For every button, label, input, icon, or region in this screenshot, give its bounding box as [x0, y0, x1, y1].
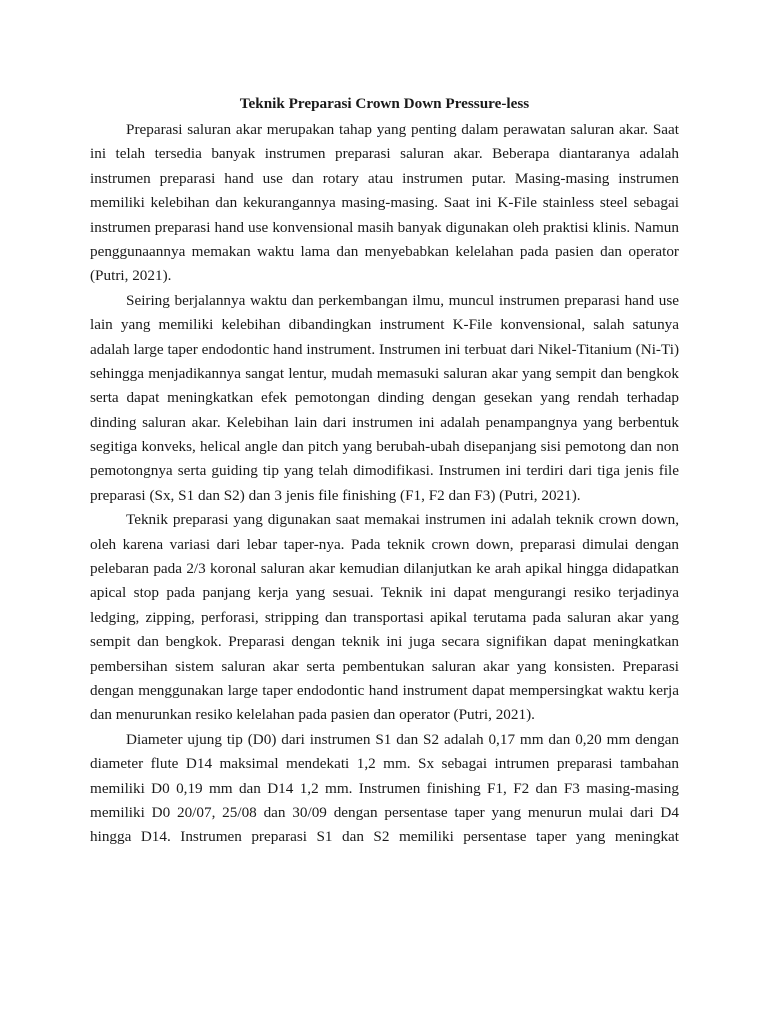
paragraph-line: Preparasi saluran akar merupakan tahap yang penting dalam perawatan saluran akar. Saat	[126, 121, 679, 138]
paragraph-line: sehingga menjadikannya sangat lentur, mudah memasuki saluran akar yang sempit dan bengkok	[90, 364, 679, 382]
paragraph-line: instrumen preparasi hand use konvensional masih banyak digunakan oleh praktisi klinis. Namun	[90, 218, 679, 236]
paragraph-line: serta dapat meningkatkan efek pemotongan dinding dengan gesekan yang rendah terhadap	[90, 389, 679, 407]
paragraph-line: dan menurunkan resiko kelelahan pada pasien dan operator (Putri, 2021).	[90, 706, 535, 724]
paragraph-line: Diameter ujung tip (D0) dari instrumen S1 dan S2 adalah 0,17 mm dan 0,20 mm dengan	[126, 730, 679, 748]
paragraph-line: diameter flute D14 maksimal mendekati 1,2 mm. Sx sebagai intrumen preparasi tambahan	[90, 755, 679, 773]
paragraph-line: instrumen preparasi hand use dan rotary atau instrumen putar. Masing-masing instrumen	[90, 169, 679, 187]
paragraph-line: preparasi (Sx, S1 dan S2) dan 3 jenis file finishing (F1, F2 dan F3) (Putri, 2021).	[90, 486, 581, 504]
paragraph-line: (Putri, 2021).	[90, 267, 172, 285]
paragraph-line: ini telah tersedia banyak instrumen preparasi saluran akar. Beberapa diantaranya adalah	[90, 145, 679, 163]
paragraph-line: memiliki D0 20/07, 25/08 dan 30/09 dengan persentase taper yang menurun mulai dari D4	[90, 803, 679, 821]
document-title: Teknik Preparasi Crown Down Pressure-less	[239, 95, 530, 112]
paragraph-line: oleh karena variasi dari lebar taper-nya. Pada teknik crown down, preparasi dimulai dengan	[90, 535, 679, 553]
paragraph-line: pelebaran pada 2/3 koronal saluran akar kemudian dilanjutkan ke arah apikal hingga didapatkan	[90, 560, 679, 578]
paragraph-1	[90, 118, 679, 289]
paragraph-line: ledging, zipping, perforasi, stripping dan transportasi apikal terutama pada saluran akar yang	[90, 608, 679, 626]
paragraph-line: lain yang memiliki kelebihan dibandingkan instrument K-File konvensional, salah satunya	[90, 316, 679, 334]
paragraph-line: memiliki kelebihan dan kekurangannya masing-masing. Saat ini K-File stainless steel sebagai	[90, 194, 679, 212]
paragraph-line: apical stop pada panjang kerja yang sesuai. Teknik ini dapat mengurangi resiko terjadinya	[90, 584, 679, 602]
paragraph-2	[90, 289, 679, 509]
paragraph-line: pemotongnya serta guiding tip yang telah dimodifikasi. Instrumen ini terdiri dari tiga jenis file	[90, 462, 679, 480]
paragraph-4	[90, 728, 679, 850]
paragraph-line: memiliki D0 0,19 mm dan D14 1,2 mm. Instrumen finishing F1, F2 dan F3 masing-masing	[90, 779, 679, 797]
paragraph-line: sempit dan bengkok. Preparasi dengan teknik ini juga secara signifikan dapat meningkatkan	[90, 633, 679, 651]
paragraph-3	[90, 508, 679, 728]
paragraph-line: penggunaannya memakan waktu lama dan menyebabkan kelelahan pada pasien dan operator	[90, 242, 679, 260]
paragraph-line: adalah large taper endodontic hand instrument. Instrumen ini terbuat dari Nikel-Titanium (Ni-Ti)	[90, 340, 679, 358]
document-page	[90, 92, 679, 850]
paragraph-line: Seiring berjalannya waktu dan perkembangan ilmu, muncul instrumen preparasi hand use	[126, 291, 679, 309]
paragraph-line: hingga D14. Instrumen preparasi S1 dan S2 memiliki persentase taper yang meningkat	[90, 828, 679, 846]
paragraph-line: dinding saluran akar. Kelebihan lain dari instrumen ini adalah penampangnya yang berbentuk	[90, 413, 679, 431]
paragraph-line: dengan menggunakan large taper endodontic hand instrument dapat mempersingkat waktu kerja	[90, 681, 679, 699]
paragraph-line: Teknik preparasi yang digunakan saat memakai instrumen ini adalah teknik crown down,	[126, 511, 679, 529]
paragraph-line: pembersihan sistem saluran akar serta pembentukan saluran akar yang konsisten. Preparasi	[90, 657, 679, 675]
paragraph-line: segitiga konveks, helical angle dan pitch yang berubah-ubah disepanjang sisi pemotong dan non	[90, 438, 679, 456]
